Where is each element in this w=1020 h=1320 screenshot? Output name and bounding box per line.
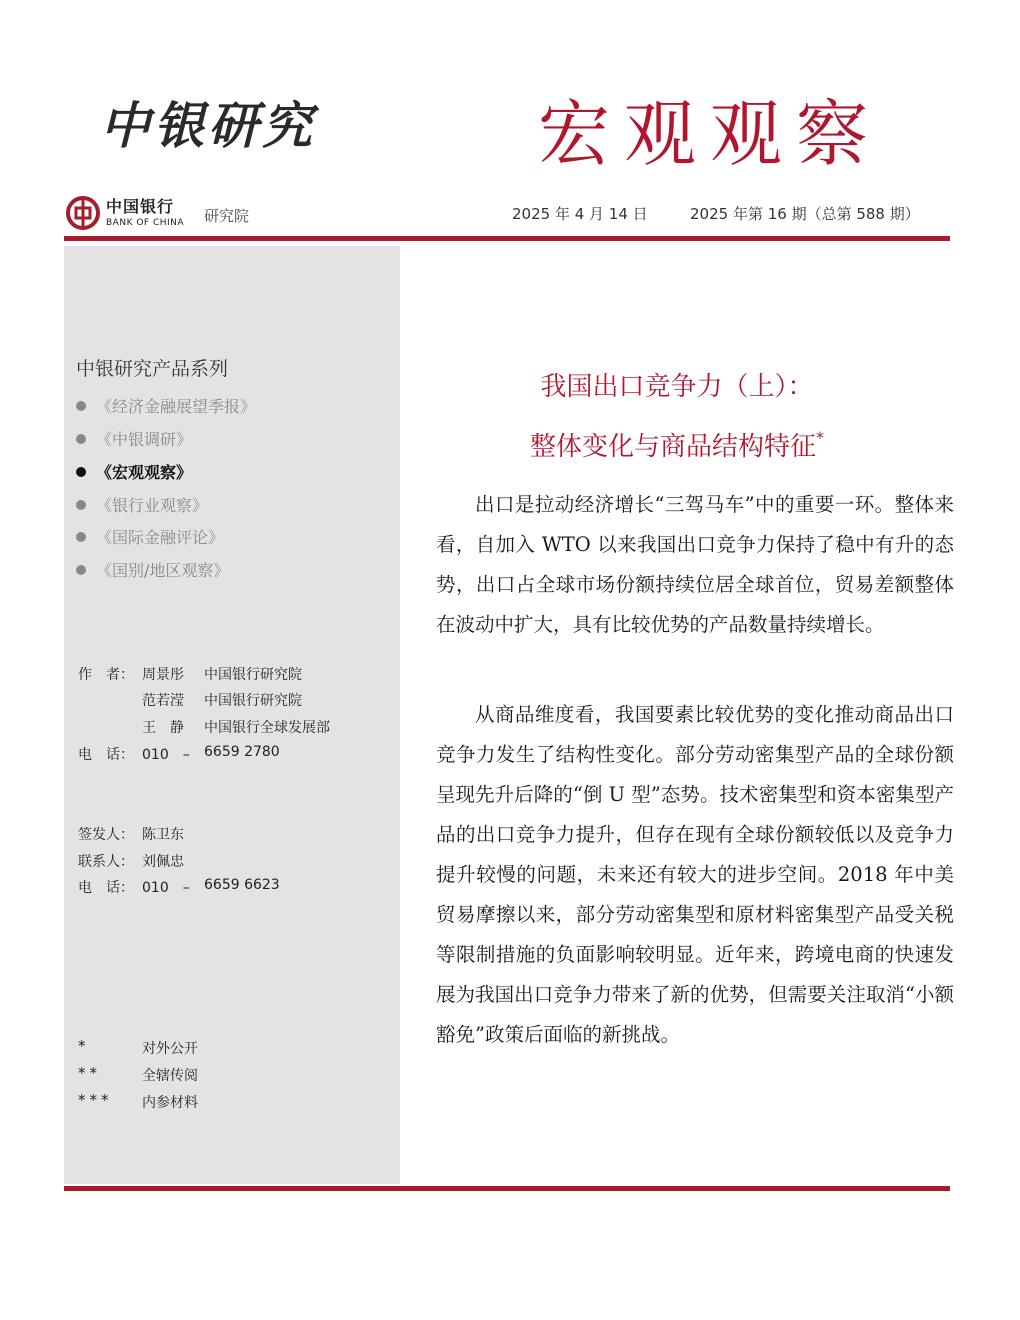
mark-symbol: ** xyxy=(78,1064,101,1082)
contact-name: 刘佩忠 xyxy=(142,854,184,870)
top-divider xyxy=(64,236,950,241)
signer-name: 陈卫东 xyxy=(142,827,184,843)
series-item[interactable]: 《中银调研》 xyxy=(76,427,192,450)
report-title: 宏观观察 xyxy=(538,92,883,176)
bullet-icon xyxy=(76,434,86,444)
bullet-icon xyxy=(76,565,86,575)
series-item[interactable]: 《银行业观察》 xyxy=(76,493,208,516)
phone2-number: 6659 6623 xyxy=(204,877,280,893)
author-name: 范若滢 xyxy=(142,693,184,709)
phone-label: 电 话： xyxy=(78,747,134,763)
paragraph: 从商品维度看，我国要素比较优势的变化推动商品出口竞争力发生了结构性变化。部分劳动密集型产品的全球份额呈现先升后降的“倒 U 型”态势。技术密集型和资本密集型产品的出口竞争力提升，但存在现有全球份额较低以及竞争力提升较慢的问题，未来还有较大的进步空间。2018 年中美贸易摩擦以来，部分劳动密集型和原材料密集型产品受关税等限制措施的负面影响较明显。近年来，跨境电商的快速发展为我国出口竞争力带来了新的优势，但需要关注取消“小额豁免”政策后面临的新挑战。 xyxy=(436,703,954,1046)
bullet-icon xyxy=(76,467,86,477)
phone-number: 6659 2780 xyxy=(204,744,280,760)
series-item[interactable]: 《国别/地区观察》 xyxy=(76,558,229,581)
author-org: 中国银行全球发展部 xyxy=(204,720,330,736)
institute-label: 研究院 xyxy=(204,207,250,225)
headline-line2: 整体变化与商品结构特征* xyxy=(529,428,824,462)
headline-footnote-mark: * xyxy=(816,428,824,447)
contact-label: 联系人： xyxy=(78,854,134,870)
headline-line1: 我国出口竞争力（上）： xyxy=(540,372,814,402)
mark-label: 内参材料 xyxy=(142,1095,198,1111)
calligraphy-logo: 中银研究 xyxy=(100,96,316,155)
publication-date: 2025 年 4 月 14 日 xyxy=(512,205,648,223)
bullet-icon xyxy=(76,401,86,411)
series-item-active[interactable]: 《宏观观察》 xyxy=(76,460,192,483)
signer-label: 签发人： xyxy=(78,827,134,843)
series-item[interactable]: 《国际金融评论》 xyxy=(76,525,224,548)
bullet-icon xyxy=(76,500,86,510)
bank-of-china-logo-icon xyxy=(66,196,100,230)
phone2-area: 010 – xyxy=(142,880,190,896)
mark-label: 全辖传阅 xyxy=(142,1068,198,1084)
sidebar xyxy=(64,246,400,1184)
mark-symbol: * xyxy=(78,1037,90,1055)
author-org: 中国银行研究院 xyxy=(204,693,302,709)
mark-symbol: *** xyxy=(78,1091,113,1109)
bullet-icon xyxy=(76,532,86,542)
bottom-divider xyxy=(64,1186,950,1191)
series-title: 中银研究产品系列 xyxy=(76,358,229,380)
author-name: 王 静 xyxy=(142,720,184,736)
author-name: 周景彤 xyxy=(142,667,184,683)
bank-name-en: BANK OF CHINA xyxy=(106,218,185,228)
issue-number: 2025 年第 16 期（总第 588 期） xyxy=(690,205,920,223)
paragraph: 出口是拉动经济增长“三驾马车”中的重要一环。整体来看，自加入 WTO 以来我国出口竞争力保持了稳中有升的态势，出口占全球市场份额持续位居全球首位，贸易差额整体在波动中扩大，具有比较优势的产品数量持续增长。 xyxy=(436,493,954,636)
phone-area: 010 – xyxy=(142,747,190,763)
author-org: 中国银行研究院 xyxy=(204,667,302,683)
series-item[interactable]: 《经济金融展望季报》 xyxy=(76,394,256,417)
phone2-label: 电 话： xyxy=(78,880,134,896)
bank-name-cn: 中国银行 xyxy=(106,197,175,216)
mark-label: 对外公开 xyxy=(142,1041,198,1057)
authors-label: 作 者： xyxy=(78,667,134,683)
